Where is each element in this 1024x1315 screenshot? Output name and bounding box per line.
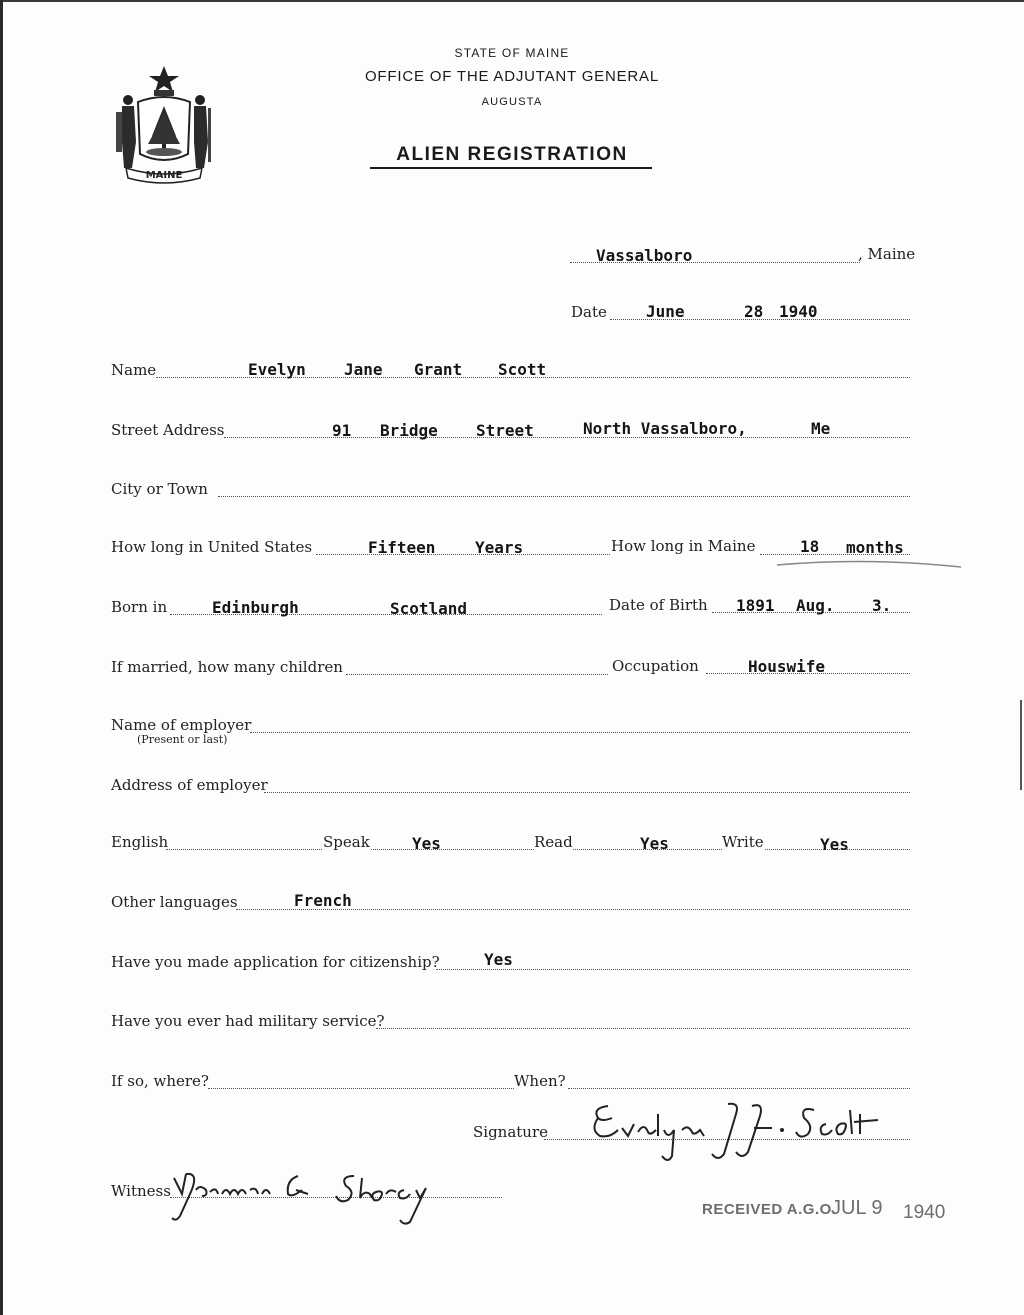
write-value: Yes	[820, 835, 849, 854]
read-value: Yes	[640, 834, 669, 853]
header-state: STATE OF MAINE	[454, 46, 570, 60]
employer-sublabel: (Present or last)	[137, 733, 228, 746]
date-day-value: 28	[744, 302, 764, 321]
city-label: City or Town	[111, 480, 208, 498]
date-label: Date	[571, 303, 607, 321]
maine-duration-label: How long in Maine	[611, 537, 756, 555]
street-word1-value: Bridge	[380, 421, 438, 440]
name-maiden-value: Grant	[414, 360, 463, 379]
when-label: When?	[514, 1072, 566, 1090]
speak-label: Speak	[323, 833, 370, 851]
when-dots	[568, 1088, 910, 1089]
witness-label: Witness	[111, 1182, 171, 1200]
street-word2-value: Street	[476, 421, 534, 440]
military-dots	[376, 1028, 910, 1029]
header-office: OFFICE OF THE ADJUTANT GENERAL	[364, 68, 660, 85]
birth-day-value: 3.	[872, 596, 892, 615]
scan-edge-right	[1020, 700, 1022, 790]
us-duration-dots	[316, 554, 610, 555]
citizenship-label: Have you made application for citizenship?	[111, 953, 440, 971]
us-duration-label: How long in United States	[111, 538, 313, 556]
military-label: Have you ever had military service?	[111, 1012, 385, 1030]
street-number-value: 91	[332, 421, 352, 440]
citizenship-dots	[436, 969, 910, 970]
name-first-value: Evelyn	[248, 360, 306, 379]
birth-year-value: 1891	[736, 596, 775, 615]
maine-duration-value1: 18	[800, 537, 820, 556]
children-label: If married, how many children	[111, 658, 343, 676]
occupation-label: Occupation	[612, 657, 699, 675]
street-town-value: North Vassalboro,	[583, 419, 747, 438]
us-duration-value1: Fifteen	[368, 538, 436, 557]
street-dots	[224, 437, 910, 438]
street-state-value: Me	[811, 419, 831, 438]
header-city: AUGUSTA	[481, 96, 543, 108]
employer-dots	[250, 732, 910, 733]
pencil-mark	[775, 555, 965, 571]
languages-label: Other languages	[111, 893, 238, 911]
languages-value: French	[294, 891, 352, 910]
title-underline	[370, 167, 652, 169]
children-dots	[346, 674, 608, 675]
svg-text:MAINE: MAINE	[145, 170, 183, 181]
name-last-value: Scott	[498, 360, 547, 379]
us-duration-value2: Years	[475, 538, 524, 557]
read-label: Read	[534, 833, 573, 851]
employer-label: Name of employer	[111, 716, 252, 734]
birth-month-value: Aug.	[796, 596, 835, 615]
received-stamp-year: 1940	[903, 1202, 946, 1223]
city-dots	[218, 496, 910, 497]
name-label: Name	[111, 361, 157, 379]
born-country-value: Scotland	[390, 599, 468, 618]
born-city-value: Edinburgh	[212, 598, 299, 617]
employer-address-dots	[264, 792, 910, 793]
name-middle-value: Jane	[344, 360, 383, 379]
employer-address-label: Address of employer	[111, 776, 268, 794]
witness-handwriting	[170, 1160, 460, 1226]
date-month-value: June	[646, 302, 685, 321]
speak-value: Yes	[412, 834, 441, 853]
where-dots	[208, 1088, 514, 1089]
english-label: English	[111, 833, 169, 851]
scan-edge-top	[0, 0, 1024, 2]
birth-label: Date of Birth	[609, 596, 708, 614]
street-label: Street Address	[111, 421, 225, 439]
received-stamp: RECEIVED A.G.O.	[702, 1201, 837, 1218]
received-stamp-date: JUL 9	[831, 1197, 883, 1219]
write-label: Write	[722, 833, 764, 851]
where-label: If so, where?	[111, 1072, 209, 1090]
place-suffix: , Maine	[858, 245, 916, 263]
signature-handwriting	[588, 1092, 908, 1164]
form-title: ALIEN REGISTRATION	[396, 144, 628, 165]
scan-edge-left	[0, 0, 3, 1315]
born-label: Born in	[111, 598, 168, 616]
maine-duration-value2: months	[846, 538, 904, 557]
date-year-value: 1940	[779, 302, 818, 321]
place-town-value: Vassalboro	[596, 246, 693, 265]
citizenship-value: Yes	[484, 950, 513, 969]
signature-label: Signature	[473, 1123, 549, 1141]
occupation-value: Houswife	[748, 657, 826, 676]
